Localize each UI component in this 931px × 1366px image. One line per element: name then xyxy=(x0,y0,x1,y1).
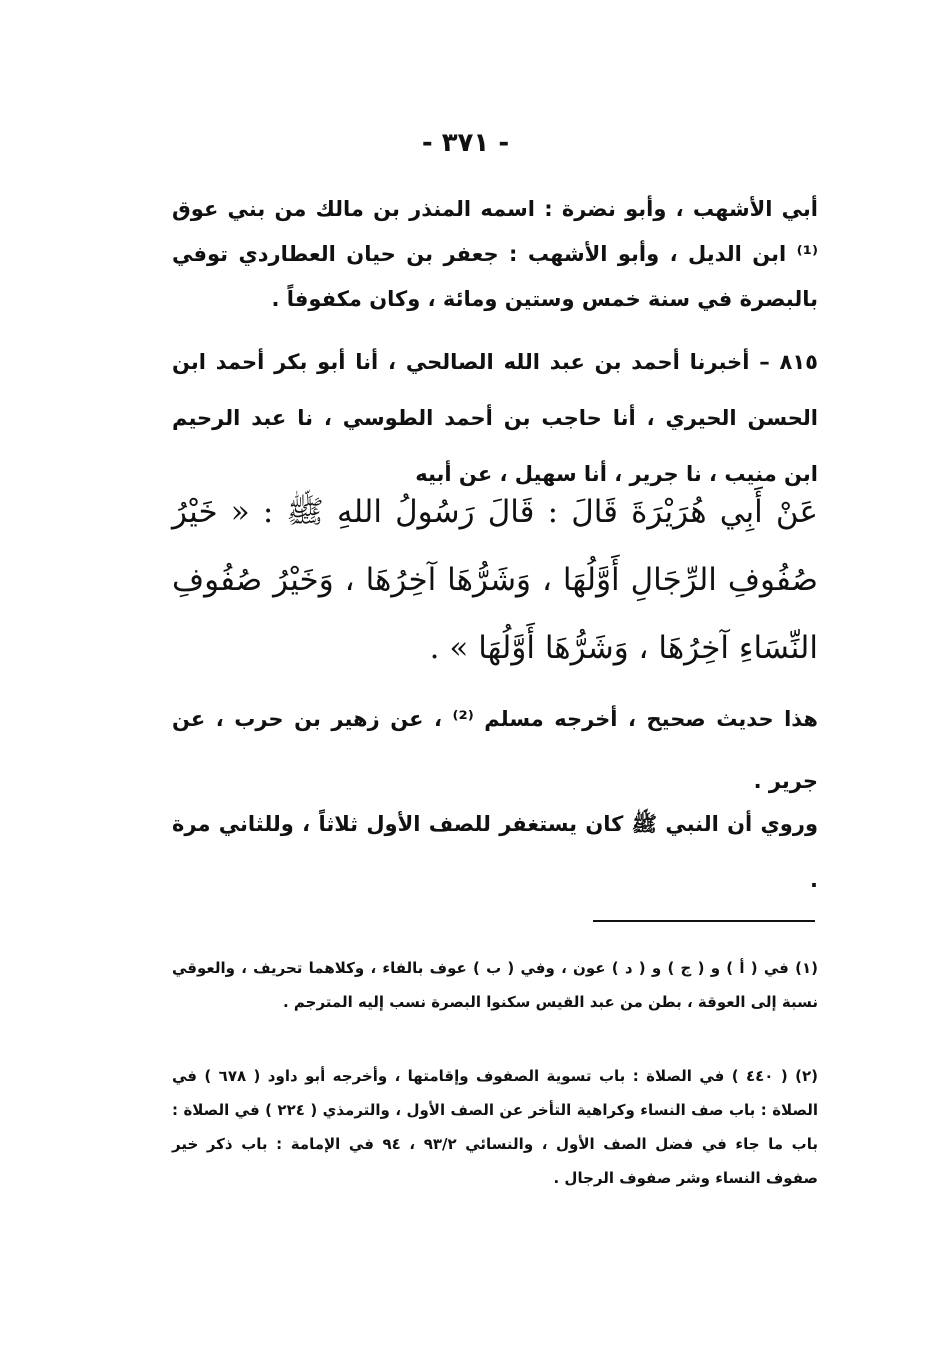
page-number: - ٣٧١ - xyxy=(421,128,510,158)
footnote-1: (١) في ( أ ) و ( ج ) و ( د ) عون ، وفي ( ب ) عوف بالفاء ، وكلاهما تحريف ، والعوقي نسبة إلى العوقة ، بطن من عبد القيس سكنوا البصرة نسب إليه المترجم . xyxy=(172,959,818,1011)
paragraph-narration: وروي أن النبي ﷺ كان يستغفر للصف الأول ثلاثاً ، وللثاني مرة . xyxy=(172,812,818,892)
paragraph-narrator-notes: أبي الأشهب ، وأبو نضرة : اسمه المنذر بن مالك من بني عوق ⁽¹⁾ ابن الديل ، وأبو الأشهب : جعفر بن حيان العطاردي توفي بالبصرة في سنة خمس وستين ومائة ، وكان مكفوفاً . xyxy=(172,197,818,311)
hadith-text: عَنْ أَبِي هُرَيْرَةَ قَالَ : قَالَ رَسُولُ اللهِ ﷺ : « خَيْرُ صُفُوفِ الرِّجَالِ أَوَّلُهَا ، وَشَرُّهَا آخِرُهَا ، وَخَيْرُ صُفُوفِ النِّسَاءِ آخِرُهَا ، وَشَرُّهَا أَوَّلُهَا » . xyxy=(172,494,818,666)
paragraph-isnad: ٨١٥ – أخبرنا أحمد بن عبد الله الصالحي ، أنا أبو بكر أحمد ابن الحسن الحيري ، أنا حاجب بن أحمد الطوسي ، نا عبد الرحيم ابن منيب ، نا جرير ، أنا سهيل ، عن أبيه xyxy=(172,350,818,486)
footnote-separator xyxy=(593,920,815,922)
paragraph-grading: هذا حديث صحيح ، أخرجه مسلم ⁽²⁾ ، عن زهير بن حرب ، عن جرير . xyxy=(172,707,818,793)
footnote-2: (٢) ( ٤٤٠ ) في الصلاة : باب تسوية الصفوف وإقامتها ، وأخرجه أبو داود ( ٦٧٨ ) في الصلاة : باب صف النساء وكراهية التأخر عن الصف الأول ، والترمذي ( ٢٢٤ ) في الصلاة : باب ما جاء في فضل الصف الأول ، والنسائي ٩٣/٢ ، ٩٤ في الإمامة : باب ذكر خير صفوف النساء وشر صفوف الرجال . xyxy=(172,1067,818,1187)
